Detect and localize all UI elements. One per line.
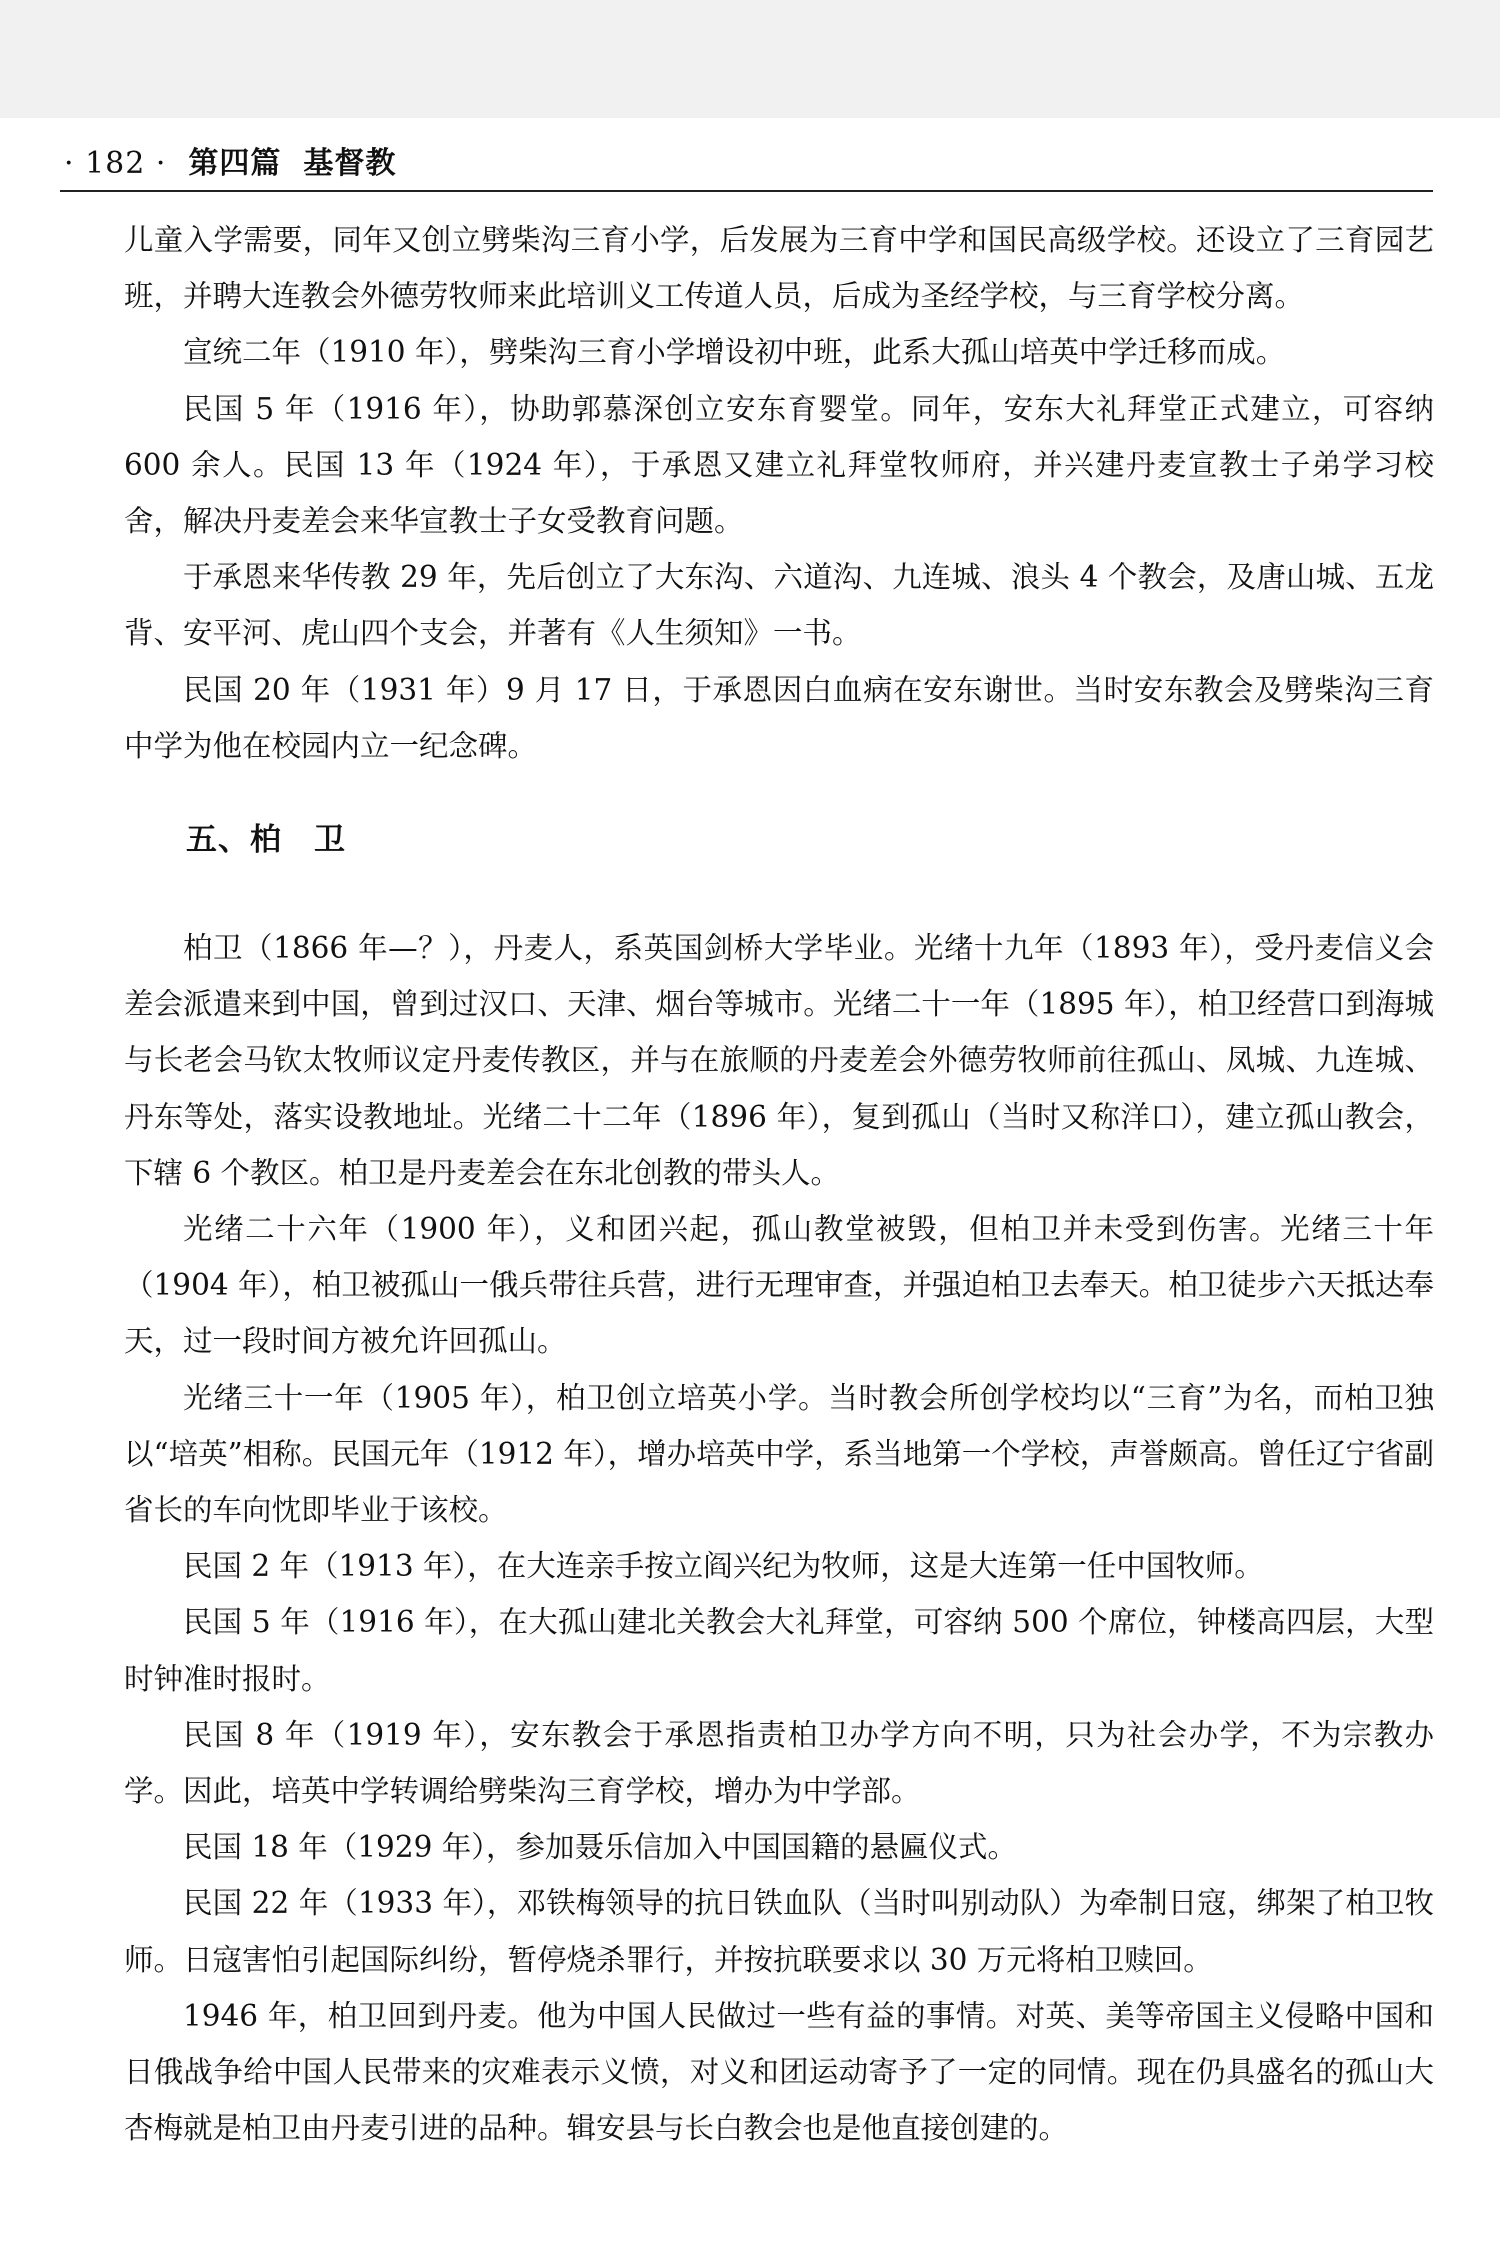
header-rule xyxy=(60,190,1433,192)
paragraph: 民国 5 年（1916 年），在大孤山建北关教会大礼拜堂，可容纳 500 个席位，钟楼高四层，大型时钟准时报时。 xyxy=(124,1605,1434,1696)
paragraph: 民国 2 年（1913 年），在大连亲手按立阎兴纪为牧师，这是大连第一任中国牧师。 xyxy=(183,1549,1264,1584)
paragraph: 于承恩来华传教 29 年，先后创立了大东沟、六道沟、九连城、浪头 4 个教会，及唐山城、五龙背、安平河、虎山四个支会，并著有《人生须知》一书。 xyxy=(124,560,1434,651)
part-title: 基督教 xyxy=(303,146,397,181)
paragraph: 民国 8 年（1919 年），安东教会于承恩指责柏卫办学方向不明，只为社会办学，不为宗教办学。因此，培英中学转调给劈柴沟三育学校，增办为中学部。 xyxy=(124,1717,1434,1809)
running-header xyxy=(64,138,396,182)
page-body xyxy=(124,212,1434,2157)
paragraph: 民国 5 年（1916 年），协助郭慕深创立安东育婴堂。同年，安东大礼拜堂正式建立，可容纳 600 余人。民国 13 年（1924 年），于承恩又建立礼拜堂牧师府，并兴建丹麦宣教士子弟学习校舍，解决丹麦差会来华宣教士子女受教育问题。 xyxy=(124,391,1434,539)
part-label: 第四篇 xyxy=(188,146,282,181)
paragraph: 宣统二年（1910 年），劈柴沟三育小学增设初中班，此系大孤山培英中学迁移而成。 xyxy=(183,335,1286,370)
paragraph: 儿童入学需要，同年又创立劈柴沟三育小学，后发展为三育中学和国民高级学校。还设立了三育园艺班，并聘大连教会外德劳牧师来此培训义工传道人员，后成为圣经学校，与三育学校分离。 xyxy=(124,223,1434,314)
section-heading: 五、柏 卫 xyxy=(186,822,346,859)
paragraph: 光绪三十一年（1905 年），柏卫创立培英小学。当时教会所创学校均以“三育”为名，而柏卫独以“培英”相称。民国元年（1912 年），增办培英中学，系当地第一个学校，声誉颇高。曾任辽宁省副省长的车向忱即毕业于该校。 xyxy=(124,1380,1434,1528)
paragraph: 民国 20 年（1931 年）9 月 17 日，于承恩因白血病在安东谢世。当时安东教会及劈柴沟三育中学为他在校园内立一纪念碑。 xyxy=(124,672,1434,763)
page-number: · 182 · xyxy=(64,146,167,181)
paragraph: 民国 18 年（1929 年），参加聂乐信加入中国国籍的悬匾仪式。 xyxy=(183,1830,1017,1865)
paragraph: 光绪二十六年（1900 年），义和团兴起，孤山教堂被毁，但柏卫并未受到伤害。光绪三十年（1904 年），柏卫被孤山一俄兵带往兵营，进行无理审查，并强迫柏卫去奉天。柏卫徒步六天抵达奉天，过一段时间方被允许回孤山。 xyxy=(124,1212,1434,1359)
paragraph: 民国 22 年（1933 年），邓铁梅领导的抗日铁血队（当时叫别动队）为牵制日寇，绑架了柏卫牧师。日寇害怕引起国际纠纷，暂停烧杀罪行，并按抗联要求以 30 万元将柏卫赎回。 xyxy=(124,1886,1434,1977)
paragraph: 柏卫（1866 年—？），丹麦人，系英国剑桥大学毕业。光绪十九年（1893 年），受丹麦信义会差会派遣来到中国，曾到过汉口、天津、烟台等城市。光绪二十一年（1895 年），柏卫经营口到海城与长老会马钦太牧师议定丹麦传教区，并与在旅顺的丹麦差会外德劳牧师前往孤山、凤城、九连城、丹东等处，落实设教地址。光绪二十二年（1896 年），复到孤山（当时又称洋口），建立孤山教会，下辖 6 个教区。柏卫是丹麦差会在东北创教的带头人。 xyxy=(124,931,1434,1190)
paragraph: 1946 年，柏卫回到丹麦。他为中国人民做过一些有益的事情。对英、美等帝国主义侵略中国和日俄战争给中国人民带来的灾难表示义愤，对义和团运动寄予了一定的同情。现在仍具盛名的孤山大杏梅就是柏卫由丹麦引进的品种。辑安县与长白教会也是他直接创建的。 xyxy=(124,1998,1434,2146)
